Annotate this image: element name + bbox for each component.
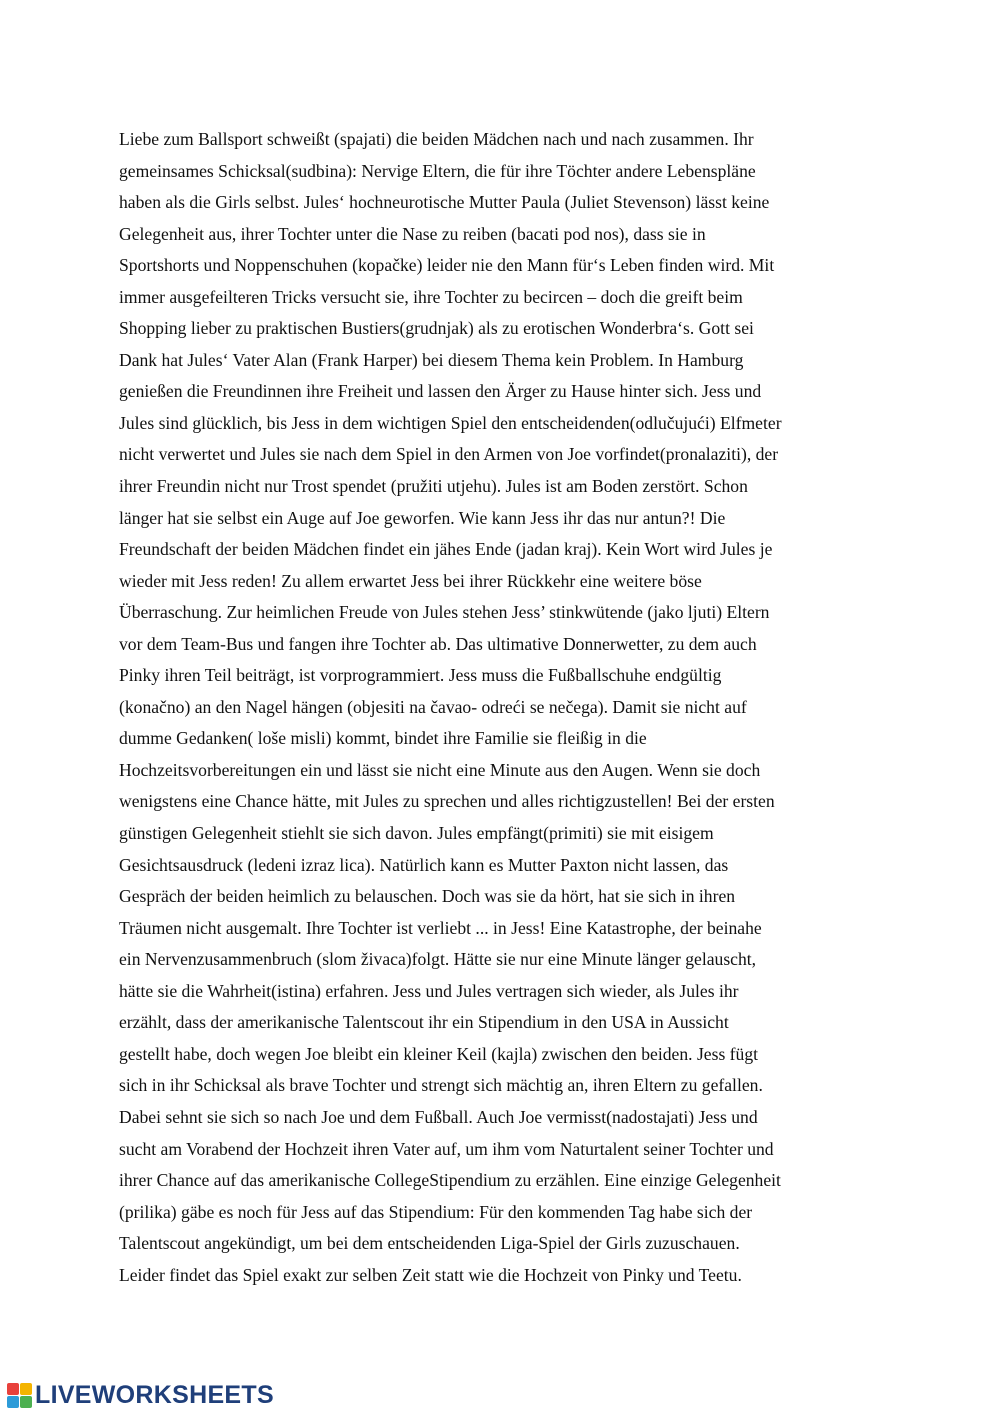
text-line: Dank hat Jules‘ Vater Alan (Frank Harper) bei diesem Thema kein Problem. In Hamburg — [119, 349, 744, 370]
text-line: Hochzeitsvorbereitungen ein und lässt sie nicht eine Minute aus den Augen. Wenn sie doch — [119, 759, 761, 780]
text-line: immer ausgefeilteren Tricks versucht sie, ihre Tochter zu becircen – doch die greift beim — [119, 286, 743, 307]
text-line: vor dem Team-Bus und fangen ihre Tochter ab. Das ultimative Donnerwetter, zu dem auch — [119, 633, 757, 654]
text-line: nicht verwertet und Jules sie nach dem Spiel in den Armen von Joe vorfindet(pronalaziti), der — [119, 444, 779, 465]
logo-mark-square-3 — [7, 1396, 19, 1408]
text-line: wenigstens eine Chance hätte, mit Jules zu sprechen und alles richtigzustellen! Bei der ersten — [119, 791, 775, 812]
text-line: Sportshorts und Noppenschuhen (kopačke) leider nie den Mann für‘s Leben finden wird. Mit — [119, 255, 775, 276]
text-line: dumme Gedanken( loše misli) kommt, bindet ihre Familie sie fleißig in die — [119, 728, 647, 749]
text-line: Überraschung. Zur heimlichen Freude von Jules stehen Jess’ stinkwütende (jako ljuti) Eltern — [119, 602, 770, 623]
text-line: sucht am Vorabend der Hochzeit ihren Vater auf, um ihm vom Naturtalent seiner Tochter und — [119, 1138, 774, 1159]
logo-mark-square-2 — [20, 1383, 32, 1395]
text-line: hätte sie die Wahrheit(istina) erfahren. Jess und Jules vertragen sich wieder, als Jules ihr — [119, 980, 739, 1001]
text-line: (prilika) gäbe es noch für Jess auf das Stipendium: Für den kommenden Tag habe sich der — [119, 1201, 753, 1222]
logo-mark-square-1 — [7, 1383, 19, 1395]
text-line: wieder mit Jess reden! Zu allem erwartet Jess bei ihrer Rückkehr eine weitere böse — [119, 570, 702, 591]
liveworksheets-logo — [7, 1380, 274, 1410]
text-line: genießen die Freundinnen ihre Freiheit und lassen den Ärger zu Hause hinter sich. Jess und — [119, 381, 762, 402]
text-line: günstigen Gelegenheit stiehlt sie sich davon. Jules empfängt(primiti) sie mit eisigem — [119, 823, 714, 844]
document-text — [119, 124, 899, 1291]
text-line: (konačno) an den Nagel hängen (objesiti na čavao- odreći se nečega). Damit sie nicht auf — [119, 696, 747, 717]
text-line: Shopping lieber zu praktischen Bustiers(grudnjak) als zu erotischen Wonderbra‘s. Gott sei — [119, 318, 754, 339]
text-line: Gespräch der beiden heimlich zu belauschen. Doch was sie da hört, hat sie sich in ihren — [119, 886, 736, 907]
text-line: ihrer Freundin nicht nur Trost spendet (pružiti utjehu). Jules ist am Boden zerstört. Schon — [119, 476, 748, 497]
text-line: ein Nervenzusammenbruch (slom živaca)folgt. Hätte sie nur eine Minute länger gelauscht, — [119, 949, 757, 970]
text-line: Talentscout angekündigt, um bei dem entscheidenden Liga-Spiel der Girls zuzuschauen. — [119, 1233, 740, 1254]
text-line: Freundschaft der beiden Mädchen findet ein jähes Ende (jadan kraj). Kein Wort wird Jules je — [119, 539, 773, 560]
text-line: Pinky ihren Teil beiträgt, ist vorprogrammiert. Jess muss die Fußballschuhe endgültig — [119, 665, 722, 686]
text-line: gestellt habe, doch wegen Joe bleibt ein kleiner Keil (kajla) zwischen den beiden. Jess fügt — [119, 1043, 759, 1064]
text-line: Leider findet das Spiel exakt zur selben Zeit statt wie die Hochzeit von Pinky und Teetu. — [119, 1264, 742, 1285]
logo-text: LIVEWORKSHEETS — [35, 1381, 274, 1409]
text-line: gemeinsames Schicksal(sudbina): Nervige Eltern, die für ihre Töchter andere Lebenspläne — [119, 160, 756, 181]
text-line: ihrer Chance auf das amerikanische CollegeStipendium zu erzählen. Eine einzige Gelegenheit — [119, 1170, 781, 1191]
text-line: erzählt, dass der amerikanische Talentscout ihr ein Stipendium in den USA in Aussicht — [119, 1012, 729, 1033]
text-line: haben als die Girls selbst. Jules‘ hochneurotische Mutter Paula (Juliet Stevenson) lässt keine — [119, 192, 770, 213]
logo-mark-square-4 — [20, 1396, 32, 1408]
text-line: Gesichtsausdruck (ledeni izraz lica). Natürlich kann es Mutter Paxton nicht lassen, das — [119, 854, 729, 875]
text-line: Gelegenheit aus, ihrer Tochter unter die Nase zu reiben (bacati pod nos), dass sie in — [119, 223, 706, 244]
text-line: Träumen nicht ausgemalt. Ihre Tochter ist verliebt ... in Jess! Eine Katastrophe, der beinahe — [119, 917, 762, 938]
text-line: länger hat sie selbst ein Auge auf Joe geworfen. Wie kann Jess ihr das nur antun?! Die — [119, 507, 726, 528]
text-line: Liebe zum Ballsport schweißt (spajati) die beiden Mädchen nach und nach zusammen. Ihr — [119, 129, 754, 149]
text-line: Jules sind glücklich, bis Jess in dem wichtigen Spiel den entscheidenden(odlučujući) Elfmeter — [119, 412, 782, 433]
liveworksheets-logo-icon — [7, 1383, 32, 1408]
text-line: sich in ihr Schicksal als brave Tochter und strengt sich mächtig an, ihren Eltern zu gefallen. — [119, 1075, 763, 1096]
text-line: Dabei sehnt sie sich so nach Joe und dem Fußball. Auch Joe vermisst(nadostajati) Jess und — [119, 1106, 758, 1127]
